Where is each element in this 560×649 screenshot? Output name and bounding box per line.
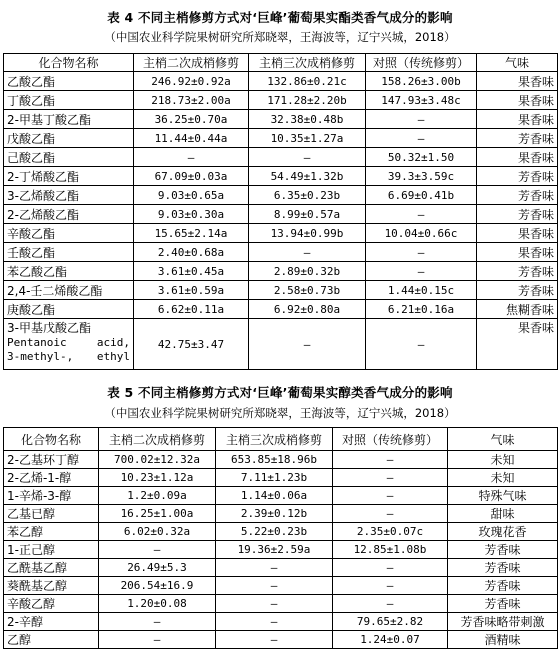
secondary-pruning-cell: 42.75±3.47 bbox=[134, 319, 249, 370]
control-cell: 50.32±1.50 bbox=[366, 148, 477, 167]
control-cell: — bbox=[366, 319, 477, 370]
secondary-pruning-cell: 6.02±0.32a bbox=[99, 523, 216, 541]
secondary-pruning-cell: 6.62±0.11a bbox=[134, 300, 249, 319]
table-row bbox=[4, 281, 558, 300]
compound-name-cell: 2,4-壬二烯酸乙酯 bbox=[4, 281, 134, 300]
col-odor: 气味 bbox=[477, 54, 558, 72]
control-cell: 147.93±3.48c bbox=[366, 91, 477, 110]
table-row bbox=[4, 613, 558, 631]
secondary-pruning-cell: 206.54±16.9 bbox=[99, 577, 216, 595]
control-cell: — bbox=[366, 205, 477, 224]
control-cell: — bbox=[333, 469, 448, 487]
secondary-pruning-cell: — bbox=[99, 541, 216, 559]
secondary-pruning-cell: 15.65±2.14a bbox=[134, 224, 249, 243]
table4-header-row bbox=[4, 54, 558, 72]
secondary-pruning-cell: 1.2±0.09a bbox=[99, 487, 216, 505]
tertiary-pruning-cell: 2.58±0.73b bbox=[249, 281, 366, 300]
compound-name-cell: 苯乙醇 bbox=[4, 523, 99, 541]
tertiary-pruning-cell: 132.86±0.21c bbox=[249, 72, 366, 91]
odor-cell: 果香味 bbox=[477, 72, 558, 91]
compound-name-cell: 戊酸乙酯 bbox=[4, 129, 134, 148]
secondary-pruning-cell: 10.23±1.12a bbox=[99, 469, 216, 487]
secondary-pruning-cell: 26.49±5.3 bbox=[99, 559, 216, 577]
compound-name-cell: 辛酸乙醇 bbox=[4, 595, 99, 613]
secondary-pruning-cell: — bbox=[134, 148, 249, 167]
control-cell: 10.04±0.66c bbox=[366, 224, 477, 243]
col-control: 对照（传统修剪） bbox=[366, 54, 477, 72]
table-row bbox=[4, 186, 558, 205]
tertiary-pruning-cell: 8.99±0.57a bbox=[249, 205, 366, 224]
compound-name-cell: 2-辛醇 bbox=[4, 613, 99, 631]
compound-name-cell: 庚酸乙酯 bbox=[4, 300, 134, 319]
table-row bbox=[4, 205, 558, 224]
odor-cell: 甜味 bbox=[448, 505, 558, 523]
control-cell: 2.35±0.07c bbox=[333, 523, 448, 541]
table-row bbox=[4, 262, 558, 281]
secondary-pruning-cell: 700.02±12.32a bbox=[99, 451, 216, 469]
control-cell: — bbox=[333, 505, 448, 523]
odor-cell: 芳香味 bbox=[448, 559, 558, 577]
odor-cell: 酒精味 bbox=[448, 631, 558, 649]
control-cell: — bbox=[333, 595, 448, 613]
odor-cell: 果香味 bbox=[477, 91, 558, 110]
odor-cell: 玫瑰花香 bbox=[448, 523, 558, 541]
odor-cell: 芳香味 bbox=[477, 262, 558, 281]
table-row bbox=[4, 595, 558, 613]
tertiary-pruning-cell: 10.35±1.27a bbox=[249, 129, 366, 148]
table-row bbox=[4, 541, 558, 559]
control-cell: — bbox=[366, 243, 477, 262]
tertiary-pruning-cell: 1.14±0.06a bbox=[216, 487, 333, 505]
control-cell: 12.85±1.08b bbox=[333, 541, 448, 559]
secondary-pruning-cell: 11.44±0.44a bbox=[134, 129, 249, 148]
compound-name-cell: 1-正己醇 bbox=[4, 541, 99, 559]
tertiary-pruning-cell: — bbox=[216, 631, 333, 649]
odor-cell: 芳香味 bbox=[477, 129, 558, 148]
table4-source: （中国农业科学院果树研究所郑晓翠，王海波等，辽宁兴城，2018） bbox=[104, 30, 456, 44]
odor-cell: 芳香味 bbox=[448, 595, 558, 613]
secondary-pruning-cell: 2.40±0.68a bbox=[134, 243, 249, 262]
col-control: 对照（传统修剪） bbox=[333, 428, 448, 451]
name-en-part: acid, bbox=[96, 336, 130, 349]
compound-name-cell: 2-乙烯酸乙酯 bbox=[4, 205, 134, 224]
tertiary-pruning-cell: — bbox=[216, 559, 333, 577]
odor-cell: 芳香味 bbox=[477, 281, 558, 300]
table-row bbox=[4, 129, 558, 148]
col-compound-name: 化合物名称 bbox=[4, 428, 99, 451]
table-row bbox=[4, 559, 558, 577]
col-tertiary-pruning: 主梢三次成梢修剪 bbox=[216, 428, 333, 451]
compound-name-cell: 乙酰基乙醇 bbox=[4, 559, 99, 577]
control-cell: 39.3±3.59c bbox=[366, 167, 477, 186]
secondary-pruning-cell: 9.03±0.30a bbox=[134, 205, 249, 224]
compound-name-cell: 乙基已醇 bbox=[4, 505, 99, 523]
control-cell: 79.65±2.82 bbox=[333, 613, 448, 631]
table-row bbox=[4, 523, 558, 541]
odor-cell: 芳香味 bbox=[448, 541, 558, 559]
control-cell: — bbox=[366, 262, 477, 281]
table-row bbox=[4, 148, 558, 167]
secondary-pruning-cell: 218.73±2.00a bbox=[134, 91, 249, 110]
tertiary-pruning-cell: 54.49±1.32b bbox=[249, 167, 366, 186]
compound-name-cell: 壬酸乙酯 bbox=[4, 243, 134, 262]
secondary-pruning-cell: — bbox=[99, 613, 216, 631]
odor-cell: 芳香味 bbox=[477, 205, 558, 224]
odor-cell: 果香味 bbox=[477, 148, 558, 167]
control-cell: — bbox=[333, 487, 448, 505]
control-cell: 6.69±0.41b bbox=[366, 186, 477, 205]
tertiary-pruning-cell: 19.36±2.59a bbox=[216, 541, 333, 559]
tertiary-pruning-cell: 653.85±18.96b bbox=[216, 451, 333, 469]
compound-name-cn: 3-甲基戊酸乙酯 bbox=[7, 321, 91, 335]
table-row bbox=[4, 167, 558, 186]
tertiary-pruning-cell: — bbox=[249, 148, 366, 167]
odor-cell: 芳香味略带刺激 bbox=[448, 613, 558, 631]
compound-name-cell: 2-甲基丁酸乙酯 bbox=[4, 110, 134, 129]
compound-name-cell: 2-乙烯-1-醇 bbox=[4, 469, 99, 487]
compound-name-cell: 己酸乙酯 bbox=[4, 148, 134, 167]
table-row bbox=[4, 110, 558, 129]
tertiary-pruning-cell: — bbox=[249, 243, 366, 262]
tertiary-pruning-cell: — bbox=[216, 577, 333, 595]
col-compound-name: 化合物名称 bbox=[4, 54, 134, 72]
secondary-pruning-cell: — bbox=[99, 631, 216, 649]
compound-name-en-line2 bbox=[7, 350, 130, 364]
odor-cell: 芳香味 bbox=[477, 186, 558, 205]
table5-source: （中国农业科学院果树研究所郑晓翠，王海波等，辽宁兴城，2018） bbox=[104, 406, 456, 420]
compound-name-cell: 3-乙烯酸乙酯 bbox=[4, 186, 134, 205]
odor-cell: 芳香味 bbox=[477, 167, 558, 186]
name-en-part: ethyl bbox=[96, 350, 130, 363]
control-cell: 1.24±0.07 bbox=[333, 631, 448, 649]
tertiary-pruning-cell: — bbox=[216, 613, 333, 631]
compound-name-cell: 2-乙基环丁醇 bbox=[4, 451, 99, 469]
tertiary-pruning-cell: 5.22±0.23b bbox=[216, 523, 333, 541]
control-cell: 6.21±0.16a bbox=[366, 300, 477, 319]
secondary-pruning-cell: 67.09±0.03a bbox=[134, 167, 249, 186]
odor-cell: 特殊气味 bbox=[448, 487, 558, 505]
control-cell: 1.44±0.15c bbox=[366, 281, 477, 300]
tertiary-pruning-cell: 7.11±1.23b bbox=[216, 469, 333, 487]
odor-cell: 果香味 bbox=[477, 243, 558, 262]
control-cell: — bbox=[333, 451, 448, 469]
table-row bbox=[4, 469, 558, 487]
table-row bbox=[4, 224, 558, 243]
table-row bbox=[4, 91, 558, 110]
col-tertiary-pruning: 主梢三次成梢修剪 bbox=[249, 54, 366, 72]
table-row bbox=[4, 72, 558, 91]
tertiary-pruning-cell: 13.94±0.99b bbox=[249, 224, 366, 243]
table-row bbox=[4, 487, 558, 505]
compound-name-cell: 辛酸乙酯 bbox=[4, 224, 134, 243]
control-cell: — bbox=[366, 129, 477, 148]
control-cell: — bbox=[333, 577, 448, 595]
secondary-pruning-cell: 9.03±0.65a bbox=[134, 186, 249, 205]
tertiary-pruning-cell: 6.35±0.23b bbox=[249, 186, 366, 205]
secondary-pruning-cell: 3.61±0.59a bbox=[134, 281, 249, 300]
secondary-pruning-cell: 36.25±0.70a bbox=[134, 110, 249, 129]
col-secondary-pruning: 主梢二次成梢修剪 bbox=[99, 428, 216, 451]
compound-name-cell: 2-丁烯酸乙酯 bbox=[4, 167, 134, 186]
tertiary-pruning-cell: 6.92±0.80a bbox=[249, 300, 366, 319]
secondary-pruning-cell: 246.92±0.92a bbox=[134, 72, 249, 91]
ester-aroma-table bbox=[3, 53, 558, 370]
compound-name-cell: 丁酸乙酯 bbox=[4, 91, 134, 110]
compound-name-cell: 葵酰基乙醇 bbox=[4, 577, 99, 595]
tertiary-pruning-cell: 171.28±2.20b bbox=[249, 91, 366, 110]
control-cell: — bbox=[333, 559, 448, 577]
table-row bbox=[4, 451, 558, 469]
compound-name-cell: 1-辛烯-3-醇 bbox=[4, 487, 99, 505]
compound-name-cell bbox=[4, 319, 134, 370]
table5-header-row bbox=[4, 428, 558, 451]
odor-cell: 未知 bbox=[448, 451, 558, 469]
odor-cell: 果香味 bbox=[477, 319, 558, 370]
compound-name-en-line1 bbox=[7, 336, 130, 350]
table-row bbox=[4, 577, 558, 595]
odor-cell: 焦糊香味 bbox=[477, 300, 558, 319]
compound-name-cell: 乙醇 bbox=[4, 631, 99, 649]
tertiary-pruning-cell: 2.39±0.12b bbox=[216, 505, 333, 523]
secondary-pruning-cell: 16.25±1.00a bbox=[99, 505, 216, 523]
control-cell: 158.26±3.00b bbox=[366, 72, 477, 91]
secondary-pruning-cell: 3.61±0.45a bbox=[134, 262, 249, 281]
odor-cell: 未知 bbox=[448, 469, 558, 487]
name-en-part: 3-methyl-, bbox=[7, 350, 74, 363]
table-row bbox=[4, 505, 558, 523]
tertiary-pruning-cell: 2.89±0.32b bbox=[249, 262, 366, 281]
table-row bbox=[4, 300, 558, 319]
compound-name-cell: 乙酸乙酯 bbox=[4, 72, 134, 91]
table5-title: 表 5 不同主梢修剪方式对‘巨峰’葡萄果实醇类香气成分的影响 bbox=[107, 385, 453, 400]
table4-title: 表 4 不同主梢修剪方式对‘巨峰’葡萄果实酯类香气成分的影响 bbox=[107, 10, 453, 25]
tertiary-pruning-cell: — bbox=[249, 319, 366, 370]
table-row bbox=[4, 243, 558, 262]
name-en-part: Pentanoic bbox=[7, 336, 67, 349]
odor-cell: 果香味 bbox=[477, 224, 558, 243]
alcohol-aroma-table bbox=[3, 427, 558, 649]
odor-cell: 芳香味 bbox=[448, 577, 558, 595]
odor-cell: 果香味 bbox=[477, 110, 558, 129]
control-cell: — bbox=[366, 110, 477, 129]
table-row bbox=[4, 319, 558, 370]
col-odor: 气味 bbox=[448, 428, 558, 451]
compound-name-cell: 苯乙酸乙酯 bbox=[4, 262, 134, 281]
table-row bbox=[4, 631, 558, 649]
col-secondary-pruning: 主梢二次成梢修剪 bbox=[134, 54, 249, 72]
tertiary-pruning-cell: — bbox=[216, 595, 333, 613]
tertiary-pruning-cell: 32.38±0.48b bbox=[249, 110, 366, 129]
secondary-pruning-cell: 1.20±0.08 bbox=[99, 595, 216, 613]
